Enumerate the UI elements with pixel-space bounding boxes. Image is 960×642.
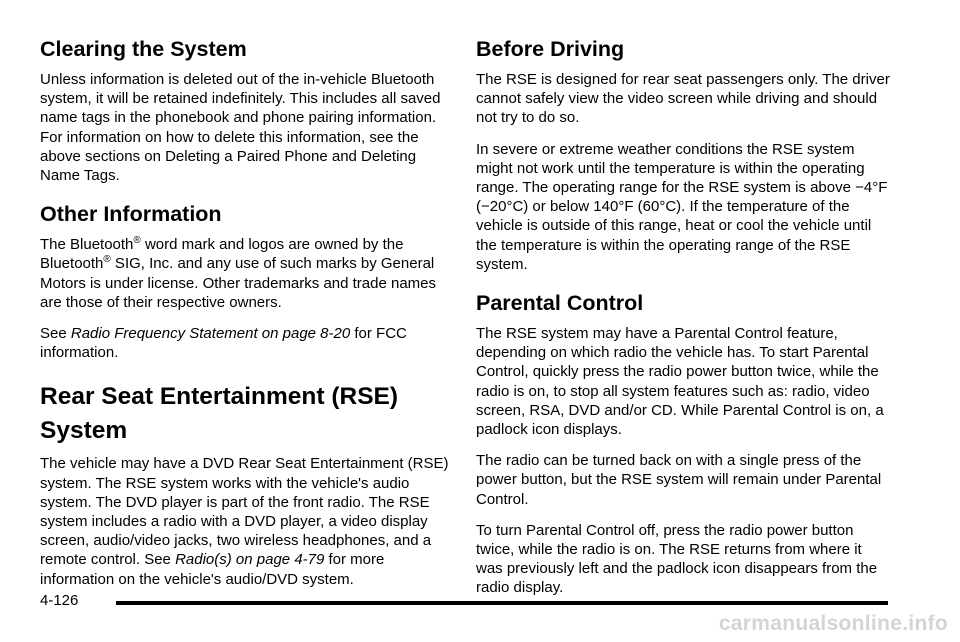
registered-mark: ® bbox=[103, 254, 111, 266]
text-fragment: The vehicle may have a DVD Rear Seat Entertainment (RSE) system. The RSE system works with the vehicle's audio system. The DVD player is part of the front radio. The RSE system includes a radio with a DVD player, a video display screen, audio/video jacks, two wireless headphones, and a remote control. See bbox=[40, 455, 449, 569]
section-parental-control bbox=[476, 290, 890, 598]
text-fragment: SIG, Inc. and any use of such marks by General Motors is under license. Other trademarks and trade names are those of their respective owners. bbox=[40, 255, 437, 311]
section-before-driving bbox=[476, 36, 890, 274]
paragraph-rse-description bbox=[40, 454, 454, 588]
heading-other-information: Other Information bbox=[40, 202, 222, 227]
heading-clearing-the-system: Clearing the System bbox=[40, 37, 247, 61]
paragraph-clearing: Unless information is deleted out of the in-vehicle Bluetooth system, it will be retained indefinitely. This includes all saved name tags in the phonebook and phone pairing information. For information on how to delete this information, see the above sections on Deleting a Paired Phone and Deleting Name Tags. bbox=[40, 71, 441, 185]
paragraph-trademarks bbox=[40, 235, 454, 312]
cross-reference-link-radios[interactable]: Radio(s) on page 4-79 bbox=[175, 551, 325, 569]
section-other-information bbox=[40, 201, 454, 362]
paragraph-before-driving-1: The RSE is designed for rear seat passengers only. The driver cannot safely view the video screen while driving and should not try to do so. bbox=[476, 71, 890, 127]
heading-before-driving: Before Driving bbox=[476, 37, 625, 61]
text-fragment: word mark and logos are owned by the Bluetooth bbox=[40, 236, 404, 273]
text-fragment: for more information on the vehicle's audio/DVD system. bbox=[40, 551, 385, 588]
heading-rse-system: Rear Seat Entertainment (RSE) System bbox=[40, 383, 399, 445]
page-number: 4-126 bbox=[40, 592, 79, 609]
heading-parental-control: Parental Control bbox=[476, 291, 644, 316]
page-footer bbox=[40, 591, 888, 611]
section-clearing-the-system bbox=[40, 36, 454, 185]
footer-rule bbox=[116, 601, 888, 605]
text-fragment: for FCC information. bbox=[40, 325, 407, 362]
paragraph-before-driving-2: In severe or extreme weather conditions the RSE system might not work until the temperature is within the operating range. The operating range for the RSE system is above −4°F (−20°C) or below 140°F (60°C). If the temperature of the vehicle is outside of this range, heat or cool the vehicle until the temperature is within the operating range of the RSE system. bbox=[476, 140, 888, 273]
text-fragment: The Bluetooth bbox=[40, 236, 134, 254]
cross-reference-link-radio-frequency[interactable]: Radio Frequency Statement on page 8-20 bbox=[70, 325, 351, 343]
paragraph-parental-control-2: The radio can be turned back on with a single press of the power button, but the RSE system will remain under Parental Control. bbox=[476, 452, 882, 508]
left-column bbox=[40, 36, 454, 601]
text-fragment: See bbox=[40, 325, 71, 343]
paragraph-parental-control-1: The RSE system may have a Parental Control feature, depending on which radio the vehicle has. To start Parental Control, quickly press the radio power button twice, while the radio is on, to stop all system features such as: radio, video screen, RSA, DVD and/or CD. While Parental Control is on, a padlock icon displays. bbox=[476, 325, 884, 439]
right-column bbox=[476, 36, 890, 610]
section-rse-system bbox=[40, 380, 454, 588]
registered-mark: ® bbox=[133, 235, 141, 247]
paragraph-fcc-reference bbox=[40, 324, 454, 362]
watermark: carmanualsonline.info bbox=[718, 612, 948, 635]
paragraph-parental-control-3: To turn Parental Control off, press the radio power button twice, while the radio is on. The RSE returns from where it was previously left and the padlock icon disappears from the radio display. bbox=[476, 521, 878, 597]
